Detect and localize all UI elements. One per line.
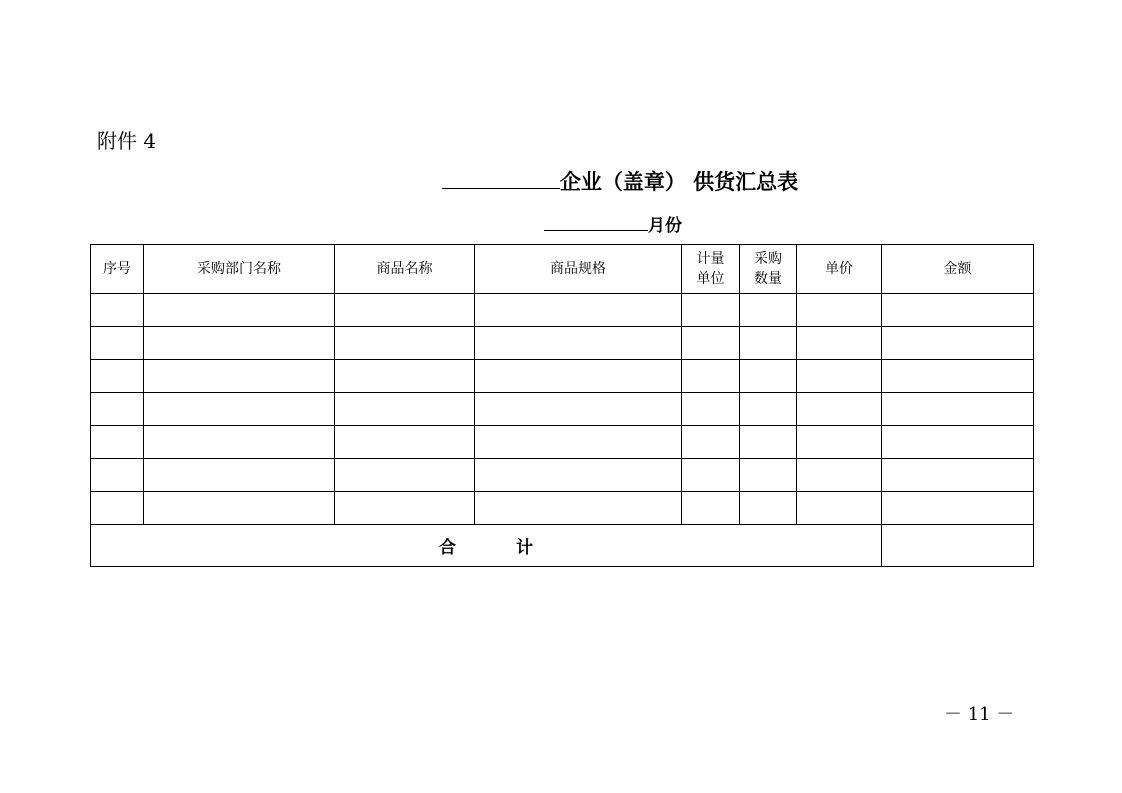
document-title bbox=[0, 168, 1122, 196]
cell-goods-spec[interactable] bbox=[475, 360, 682, 393]
cell-seq[interactable] bbox=[91, 294, 144, 327]
cell-goods-spec[interactable] bbox=[475, 492, 682, 525]
table-row bbox=[91, 327, 1034, 360]
cell-qty[interactable] bbox=[740, 327, 797, 360]
cell-price[interactable] bbox=[797, 426, 882, 459]
cell-dept[interactable] bbox=[144, 492, 335, 525]
table-row bbox=[91, 492, 1034, 525]
header-dept: 采购部门名称 bbox=[144, 245, 335, 294]
cell-price[interactable] bbox=[797, 393, 882, 426]
cell-amount[interactable] bbox=[882, 492, 1034, 525]
cell-qty[interactable] bbox=[740, 492, 797, 525]
table-row bbox=[91, 294, 1034, 327]
cell-seq[interactable] bbox=[91, 327, 144, 360]
cell-goods-name[interactable] bbox=[335, 360, 475, 393]
cell-qty[interactable] bbox=[740, 426, 797, 459]
cell-goods-spec[interactable] bbox=[475, 393, 682, 426]
month-label: 月份 bbox=[648, 216, 682, 236]
cell-dept[interactable] bbox=[144, 294, 335, 327]
table-row bbox=[91, 393, 1034, 426]
cell-unit[interactable] bbox=[682, 294, 740, 327]
cell-unit[interactable] bbox=[682, 360, 740, 393]
cell-amount[interactable] bbox=[882, 360, 1034, 393]
document-title-text: 企业（盖章） 供货汇总表 bbox=[559, 169, 799, 194]
cell-price[interactable] bbox=[797, 459, 882, 492]
cell-goods-name[interactable] bbox=[335, 492, 475, 525]
header-seq: 序号 bbox=[91, 245, 144, 294]
table-row bbox=[91, 426, 1034, 459]
cell-amount[interactable] bbox=[882, 327, 1034, 360]
cell-seq[interactable] bbox=[91, 360, 144, 393]
cell-goods-spec[interactable] bbox=[475, 327, 682, 360]
total-label bbox=[439, 538, 533, 558]
cell-seq[interactable] bbox=[91, 492, 144, 525]
header-qty-line1: 采购 bbox=[754, 251, 782, 267]
company-name-blank[interactable] bbox=[442, 168, 560, 189]
table-row bbox=[91, 459, 1034, 492]
total-amount-cell[interactable] bbox=[882, 525, 1034, 567]
cell-amount[interactable] bbox=[882, 393, 1034, 426]
cell-dept[interactable] bbox=[144, 393, 335, 426]
supply-summary-table bbox=[90, 244, 1034, 567]
cell-goods-spec[interactable] bbox=[475, 426, 682, 459]
total-label-char-2: 计 bbox=[516, 538, 533, 558]
cell-price[interactable] bbox=[797, 360, 882, 393]
cell-goods-name[interactable] bbox=[335, 459, 475, 492]
cell-qty[interactable] bbox=[740, 393, 797, 426]
header-goods-spec: 商品规格 bbox=[475, 245, 682, 294]
cell-goods-name[interactable] bbox=[335, 393, 475, 426]
cell-dept[interactable] bbox=[144, 360, 335, 393]
month-line bbox=[0, 210, 1122, 239]
cell-goods-name[interactable] bbox=[335, 294, 475, 327]
cell-unit[interactable] bbox=[682, 459, 740, 492]
month-blank[interactable] bbox=[544, 210, 648, 231]
attachment-label: 附件 4 bbox=[97, 129, 157, 153]
table-row bbox=[91, 360, 1034, 393]
cell-qty[interactable] bbox=[740, 459, 797, 492]
cell-dept[interactable] bbox=[144, 459, 335, 492]
cell-amount[interactable] bbox=[882, 426, 1034, 459]
cell-unit[interactable] bbox=[682, 426, 740, 459]
header-unit bbox=[682, 245, 740, 294]
page-number: － 11 － bbox=[944, 704, 1015, 725]
header-unit-line2: 单位 bbox=[696, 271, 725, 287]
cell-seq[interactable] bbox=[91, 426, 144, 459]
cell-seq[interactable] bbox=[91, 459, 144, 492]
cell-qty[interactable] bbox=[740, 360, 797, 393]
cell-seq[interactable] bbox=[91, 393, 144, 426]
cell-amount[interactable] bbox=[882, 294, 1034, 327]
cell-goods-name[interactable] bbox=[335, 327, 475, 360]
cell-unit[interactable] bbox=[682, 393, 740, 426]
cell-goods-spec[interactable] bbox=[475, 459, 682, 492]
table-body bbox=[91, 294, 1034, 567]
cell-qty[interactable] bbox=[740, 294, 797, 327]
total-row bbox=[91, 525, 1034, 567]
cell-price[interactable] bbox=[797, 327, 882, 360]
cell-dept[interactable] bbox=[144, 426, 335, 459]
header-goods-name: 商品名称 bbox=[335, 245, 475, 294]
header-unit-line1: 计量 bbox=[696, 251, 725, 267]
header-qty-line2: 数量 bbox=[754, 271, 782, 287]
cell-unit[interactable] bbox=[682, 492, 740, 525]
cell-dept[interactable] bbox=[144, 327, 335, 360]
header-price: 单价 bbox=[797, 245, 882, 294]
header-amount: 金额 bbox=[882, 245, 1034, 294]
total-label-char-1: 合 bbox=[439, 538, 456, 558]
cell-amount[interactable] bbox=[882, 459, 1034, 492]
cell-goods-spec[interactable] bbox=[475, 294, 682, 327]
total-label-cell bbox=[91, 525, 882, 567]
cell-price[interactable] bbox=[797, 492, 882, 525]
cell-goods-name[interactable] bbox=[335, 426, 475, 459]
table-header-row bbox=[91, 245, 1034, 294]
cell-price[interactable] bbox=[797, 294, 882, 327]
cell-unit[interactable] bbox=[682, 327, 740, 360]
header-qty bbox=[740, 245, 797, 294]
